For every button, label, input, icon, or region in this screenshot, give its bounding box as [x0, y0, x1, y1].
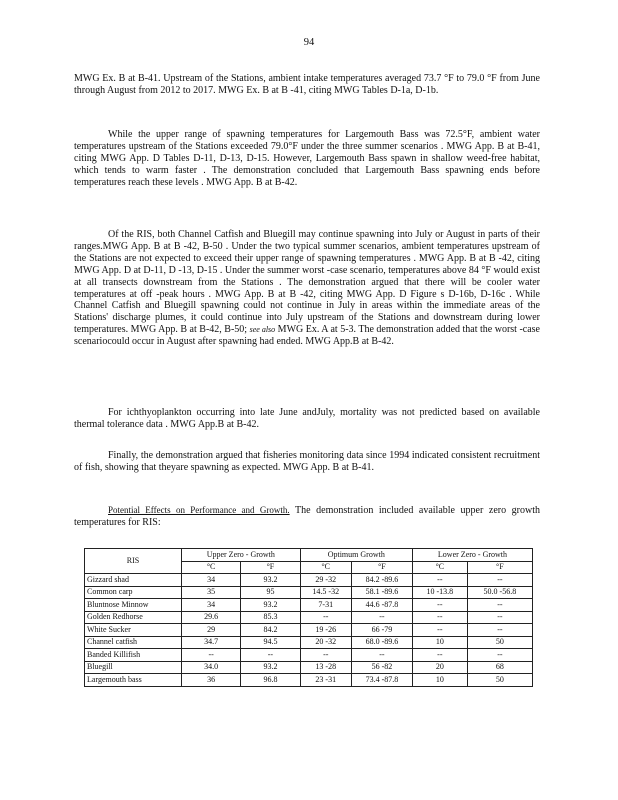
unit-header: °C: [182, 561, 241, 574]
unit-header: °F: [241, 561, 300, 574]
temperature-cell: 20 -32: [300, 636, 351, 649]
temperature-cell: --: [351, 611, 412, 624]
temperature-cell: --: [412, 599, 467, 612]
temperature-cell: 10 -13.8: [412, 586, 467, 599]
species-name-cell: Bluegill: [85, 661, 182, 674]
paragraph-catfish-text-cont: MWG Ex. A at 5-3. The demonstration added that the worst -case scenariocould occur in August after spawning had ended. MWG App.B at B-42.: [74, 324, 541, 348]
temperature-cell: 29: [182, 624, 241, 637]
temperature-cell: --: [412, 624, 467, 637]
table-row: [85, 611, 533, 624]
growth-temperature-table: [84, 548, 533, 687]
paragraph-recruitment: Finally, the demonstration argued that fisheries monitoring data since 1994 indicated consistent recruitment of fish, showing that theyare spawning as expected. MWG App. B at B-41.: [74, 450, 540, 473]
temperature-cell: 95: [241, 586, 300, 599]
paragraph-growth: [74, 505, 540, 529]
group-header-lower-zero: Lower Zero - Growth: [412, 549, 532, 562]
temperature-cell: --: [300, 611, 351, 624]
table-row: [85, 624, 533, 637]
temperature-cell: --: [300, 649, 351, 662]
temperature-cell: 34.7: [182, 636, 241, 649]
temperature-cell: 94.5: [241, 636, 300, 649]
temperature-cell: 93.2: [241, 574, 300, 587]
species-name-cell: Bluntnose Minnow: [85, 599, 182, 612]
temperature-cell: 93.2: [241, 661, 300, 674]
temperature-cell: --: [467, 611, 532, 624]
temperature-cell: 56 -82: [351, 661, 412, 674]
species-name-cell: Channel catfish: [85, 636, 182, 649]
growth-intro-text: The demonstration included available upper zero growth temperatures for RIS:: [74, 505, 540, 528]
temperature-cell: 34.0: [182, 661, 241, 674]
table-row: [85, 599, 533, 612]
temperature-cell: 23 -31: [300, 674, 351, 687]
temperature-cell: 50: [467, 674, 532, 687]
temperature-cell: 50.0 -56.8: [467, 586, 532, 599]
unit-header: °F: [351, 561, 412, 574]
species-name-cell: Common carp: [85, 586, 182, 599]
table-corner-header: RIS: [85, 549, 182, 574]
temperature-cell: 14.5 -32: [300, 586, 351, 599]
temperature-cell: --: [351, 649, 412, 662]
temperature-cell: 68: [467, 661, 532, 674]
temperature-cell: 84.2: [241, 624, 300, 637]
species-name-cell: White Sucker: [85, 624, 182, 637]
temperature-cell: 84.2 -89.6: [351, 574, 412, 587]
table-row: [85, 674, 533, 687]
section-heading-growth: Potential Effects on Performance and Growth.: [108, 505, 290, 515]
temperature-cell: --: [412, 649, 467, 662]
temperature-cell: 58.1 -89.6: [351, 586, 412, 599]
temperature-cell: 7-31: [300, 599, 351, 612]
table-row: [85, 586, 533, 599]
temperature-cell: 85.3: [241, 611, 300, 624]
temperature-cell: 96.8: [241, 674, 300, 687]
table-body: [85, 574, 533, 687]
temperature-cell: --: [467, 624, 532, 637]
unit-header: °C: [412, 561, 467, 574]
paragraph-catfish-bluegill: [74, 229, 540, 348]
temperature-cell: 34: [182, 574, 241, 587]
temperature-cell: 44.6 -87.8: [351, 599, 412, 612]
table-row: [85, 574, 533, 587]
temperature-cell: 10: [412, 636, 467, 649]
unit-header: °C: [300, 561, 351, 574]
temperature-cell: --: [467, 599, 532, 612]
temperature-cell: --: [241, 649, 300, 662]
page-number: 94: [303, 37, 315, 48]
paragraph-ichthyoplankton: For ichthyoplankton occurring into late June andJuly, mortality was not predicted based on available thermal tolerance data . MWG App.B at B-42.: [74, 407, 540, 430]
temperature-cell: --: [412, 574, 467, 587]
table-row: [85, 649, 533, 662]
paragraph-largemouth-bass: While the upper range of spawning temperatures for Largemouth Bass was 72.5°F, ambient water temperatures upstream of the Stations exceeded 79.0°F under the three summer scenarios . MWG App. B at B-41, citing MWG App. D Tables D-11, D-13, D-15. However, Largemouth Bass spawn in shallow weed-free habitat, which tends to warm faster . The demonstration concluded that Largemouth Bass spawning ends before temperatures reach these levels . MWG App. B at B-42.: [74, 129, 540, 188]
temperature-cell: 34: [182, 599, 241, 612]
temperature-cell: 29 -32: [300, 574, 351, 587]
temperature-cell: 36: [182, 674, 241, 687]
temperature-cell: 50: [467, 636, 532, 649]
temperature-cell: 66 -79: [351, 624, 412, 637]
group-header-upper-zero: Upper Zero - Growth: [182, 549, 301, 562]
species-name-cell: Golden Redhorse: [85, 611, 182, 624]
paragraph-catfish-text: Of the RIS, both Channel Catfish and Bluegill may continue spawning into July or August in parts of their ranges.MWG App. B at B -42, B-50 . Under the two typical summer scenarios, ambient temperatures upstream of the Stations are not expected to exceed their upper range of spawning temperatures . MWG App. B at B -42, citing MWG App. D at D-11, D -13, D-15 . Under the summer worst -case scenario, temperatures above 84 °F would exist at all transects downstream from the Stations . The demonstration argued that there will be cooler water temperatures at off -peak hours . MWG App. B at B -42, citing MWG App. D Figure s D-16b, D-16c . While Channel Catfish and Bluegill spawning could not continue in July in areas within the immediate areas of the Stations' discharge plumes, it could continue into July upstream of the Stations and downstream during lower temperatures. MWG App. B at B-42, B-50;: [74, 229, 540, 336]
temperature-cell: 19 -26: [300, 624, 351, 637]
temperature-cell: 20: [412, 661, 467, 674]
temperature-cell: 10: [412, 674, 467, 687]
species-name-cell: Gizzard shad: [85, 574, 182, 587]
temperature-cell: --: [182, 649, 241, 662]
table-row: [85, 661, 533, 674]
temperature-cell: 35: [182, 586, 241, 599]
group-header-optimum: Optimum Growth: [300, 549, 412, 562]
table-row: [85, 636, 533, 649]
paragraph-intake-temperatures: MWG Ex. B at B-41. Upstream of the Stations, ambient intake temperatures averaged 73.7 °F to 79.0 °F from June through August from 2012 to 2017. MWG Ex. B at B -41, citing MWG Tables D-1a, D-1b.: [74, 73, 540, 96]
temperature-cell: 29.6: [182, 611, 241, 624]
temperature-cell: 73.4 -87.8: [351, 674, 412, 687]
temperature-cell: 93.2: [241, 599, 300, 612]
temperature-cell: --: [412, 611, 467, 624]
temperature-cell: --: [467, 574, 532, 587]
species-name-cell: Banded Killifish: [85, 649, 182, 662]
temperature-cell: 68.0 -89.6: [351, 636, 412, 649]
temperature-cell: 13 -28: [300, 661, 351, 674]
see-also-signal: see also: [249, 325, 276, 335]
temperature-cell: --: [467, 649, 532, 662]
unit-header: °F: [467, 561, 532, 574]
species-name-cell: Largemouth bass: [85, 674, 182, 687]
